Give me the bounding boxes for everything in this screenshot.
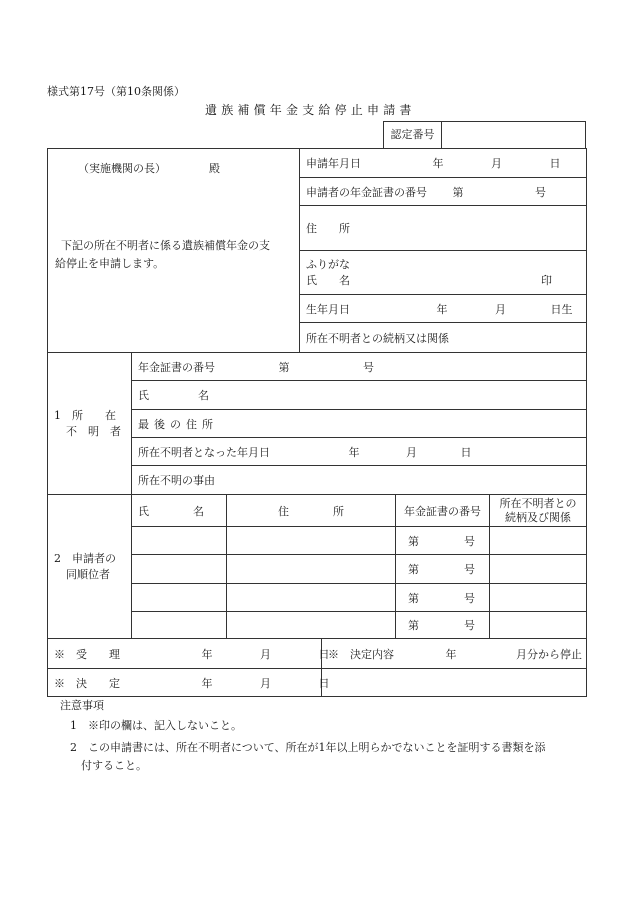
column-header-relation-label: 所在不明者との bbox=[499, 496, 577, 510]
decision-row[interactable] bbox=[48, 669, 330, 697]
dai-label: 第 bbox=[452, 185, 464, 199]
go-label: 号 bbox=[464, 534, 475, 548]
column-header-address-label: 住 所 bbox=[278, 504, 344, 518]
applicant-birthdate-row[interactable] bbox=[300, 295, 587, 323]
same-rank-relation-cell[interactable] bbox=[490, 527, 587, 555]
missing-date-row[interactable] bbox=[132, 438, 587, 466]
request-text-line: 下記の所在不明者に係る遺族補償年金の支 bbox=[61, 239, 270, 252]
dai-label: 第 bbox=[408, 534, 419, 548]
same-rank-name-cell[interactable] bbox=[132, 584, 227, 612]
birth-day-label: 日生 bbox=[550, 302, 573, 316]
same-rank-cert-cell[interactable] bbox=[396, 527, 490, 555]
day-label: 日 bbox=[318, 676, 330, 690]
month-label: 月 bbox=[495, 302, 506, 316]
same-rank-relation-cell[interactable] bbox=[490, 555, 587, 584]
applicant-name-row[interactable] bbox=[300, 251, 587, 295]
same-rank-address-cell[interactable] bbox=[227, 555, 396, 584]
same-rank-relation-cell[interactable] bbox=[490, 584, 587, 612]
same-rank-address-cell[interactable] bbox=[227, 612, 396, 639]
missing-person-table bbox=[47, 352, 587, 495]
year-label: 年 bbox=[436, 302, 448, 316]
missing-person-label: 1 所 在 bbox=[54, 408, 116, 422]
column-header-address bbox=[227, 495, 396, 527]
year-label: 年 bbox=[201, 647, 213, 661]
same-rank-label: 同順位者 bbox=[66, 567, 110, 581]
certification-number-label: 認定番号 bbox=[384, 122, 442, 148]
missing-name-row[interactable] bbox=[132, 381, 587, 410]
column-header-cert bbox=[396, 495, 490, 527]
seal-label: 印 bbox=[541, 273, 552, 287]
go-label: 号 bbox=[464, 619, 475, 632]
decision-content-label: ※ 決定内容 bbox=[328, 647, 394, 661]
missing-last-address-row[interactable] bbox=[132, 410, 587, 438]
furigana-label: ふりがな bbox=[306, 257, 350, 271]
addressee-label: （実施機関の長） bbox=[78, 162, 166, 175]
honorific-label: 殿 bbox=[209, 162, 220, 175]
receipt-label: ※ 受 理 bbox=[54, 647, 120, 661]
dai-label: 第 bbox=[408, 619, 419, 632]
same-rank-address-cell[interactable] bbox=[227, 527, 396, 555]
note-item: 付すること。 bbox=[81, 759, 147, 772]
go-label: 号 bbox=[464, 591, 475, 605]
same-rank-label-cell bbox=[48, 495, 132, 639]
missing-cert-number-row[interactable] bbox=[132, 353, 587, 381]
same-rank-cert-cell[interactable] bbox=[396, 584, 490, 612]
missing-name-label: 氏 名 bbox=[138, 389, 210, 402]
missing-person-label-cell bbox=[48, 353, 132, 495]
birthdate-label: 生年月日 bbox=[306, 302, 350, 316]
receipt-row[interactable] bbox=[48, 639, 330, 669]
applicant-table bbox=[47, 148, 587, 353]
column-header-name bbox=[132, 495, 227, 527]
certification-number-field[interactable] bbox=[442, 122, 585, 148]
go-label: 号 bbox=[363, 360, 374, 374]
applicant-address-label: 住 所 bbox=[306, 222, 350, 235]
request-text-line: 給停止を申請します。 bbox=[55, 257, 165, 270]
month-label: 月 bbox=[260, 676, 271, 690]
same-rank-name-cell[interactable] bbox=[132, 527, 227, 555]
missing-date-label: 所在不明者となった年月日 bbox=[138, 445, 270, 459]
day-label: 日 bbox=[318, 647, 330, 661]
request-text bbox=[55, 237, 270, 273]
relation-label: 所在不明者との続柄又は関係 bbox=[306, 331, 449, 345]
applicant-cert-number-label: 申請者の年金証書の番号 bbox=[306, 185, 427, 199]
column-header-cert-label: 年金証書の番号 bbox=[404, 504, 481, 518]
same-rank-table bbox=[47, 494, 587, 639]
dai-label: 第 bbox=[408, 591, 419, 605]
note-item: 2 この申請書には、所在不明者について、所在が1年以上明らかでないことを証明する書類を添 bbox=[70, 741, 546, 754]
missing-person-label: 不 明 者 bbox=[66, 424, 121, 438]
go-label: 号 bbox=[535, 185, 546, 199]
same-rank-cert-cell[interactable] bbox=[396, 555, 490, 584]
month-label: 月 bbox=[406, 445, 417, 459]
decision-label: ※ 決 定 bbox=[54, 676, 120, 690]
applicant-relation-row[interactable] bbox=[300, 323, 587, 353]
decision-content-row[interactable] bbox=[322, 639, 587, 669]
same-rank-cert-cell[interactable] bbox=[396, 612, 490, 639]
application-date-row[interactable] bbox=[300, 149, 587, 178]
same-rank-name-cell[interactable] bbox=[132, 555, 227, 584]
applicant-name-label: 氏 名 bbox=[306, 273, 350, 287]
same-rank-name-cell[interactable] bbox=[132, 612, 227, 639]
dai-label: 第 bbox=[278, 360, 290, 374]
column-header-relation bbox=[490, 495, 587, 527]
same-rank-relation-cell[interactable] bbox=[490, 612, 587, 639]
day-label: 日 bbox=[460, 445, 472, 459]
decision-blank-cell[interactable] bbox=[322, 669, 587, 697]
form-number-label: 様式第17号（第10条関係） bbox=[47, 85, 185, 98]
form-title: 遺族補償年金支給停止申請書 bbox=[205, 103, 416, 117]
missing-reason-label: 所在不明の事由 bbox=[138, 474, 215, 487]
same-rank-address-cell[interactable] bbox=[227, 584, 396, 612]
application-date-label: 申請年月日 bbox=[306, 157, 361, 170]
dai-label: 第 bbox=[408, 563, 419, 576]
missing-reason-row[interactable] bbox=[132, 466, 587, 495]
last-address-label: 最後の住所 bbox=[138, 417, 218, 431]
addressee-cell bbox=[48, 149, 300, 353]
same-rank-label: 2 申請者の bbox=[54, 551, 116, 565]
month-label: 月 bbox=[260, 647, 271, 661]
year-label: 年 bbox=[432, 157, 444, 170]
month-label: 月 bbox=[491, 157, 502, 170]
applicant-address-row[interactable] bbox=[300, 206, 587, 251]
year-label: 年 bbox=[445, 647, 457, 661]
note-item: 1 ※印の欄は、記入しないこと。 bbox=[70, 719, 242, 732]
column-header-name-label: 氏 名 bbox=[138, 504, 204, 518]
office-use-table bbox=[47, 638, 587, 697]
year-label: 年 bbox=[348, 445, 360, 459]
year-label: 年 bbox=[201, 676, 213, 690]
go-label: 号 bbox=[464, 563, 475, 576]
certification-number-box bbox=[383, 121, 586, 148]
day-label: 日 bbox=[549, 157, 561, 170]
applicant-cert-number-row[interactable] bbox=[300, 178, 587, 206]
missing-cert-number-label: 年金証書の番号 bbox=[138, 360, 215, 374]
notes-title: 注意事項 bbox=[60, 699, 104, 712]
stop-from-label: 月分から停止 bbox=[516, 647, 582, 661]
column-header-relation-label: 続柄及び関係 bbox=[505, 510, 571, 524]
